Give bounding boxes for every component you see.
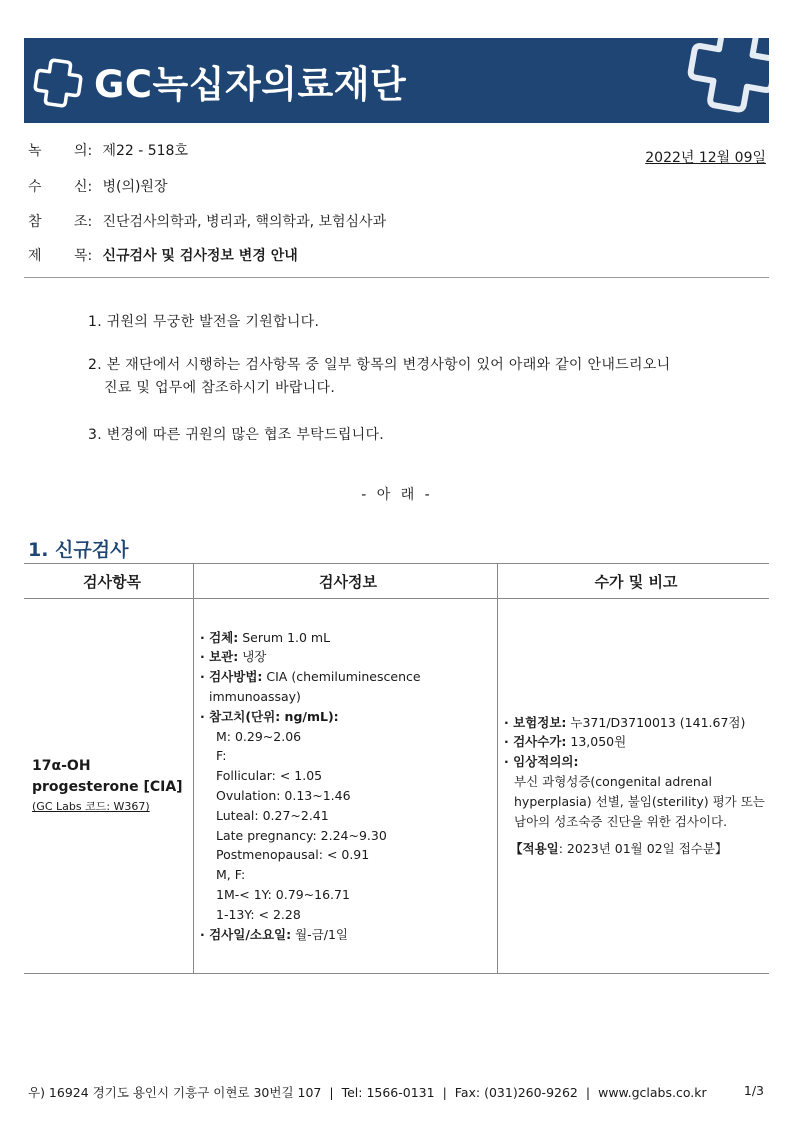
footer-separator: | [329, 1085, 334, 1100]
footer-fax: Fax: (031)260-9262 [454, 1085, 578, 1100]
test-code: (GC Labs 코드: W367) [32, 800, 150, 813]
test-item-cell [24, 599, 194, 974]
method-value-line-2: immunoassay) [209, 689, 301, 705]
storage-label: · 보관: [200, 649, 239, 665]
schedule-value: 월-금/1일 [295, 926, 349, 942]
reference-range-line: 1M-< 1Y: 0.79~16.71 [216, 886, 350, 902]
footer-website-link[interactable]: www.gclabs.co.kr [598, 1085, 707, 1100]
doc-number-label-b: 의: [74, 143, 93, 159]
recipient-row [28, 176, 167, 196]
test-info-table [24, 563, 769, 974]
doc-number-row [28, 140, 188, 160]
paragraph-2-line-1: 2. 본 재단에서 시행하는 검사항목 중 일부 항목의 변경사항이 있어 아래와 같이 안내드리오니 [88, 357, 671, 373]
header-test-info: 검사정보 [194, 564, 498, 599]
reference-row [28, 211, 386, 231]
footer-separator: | [585, 1085, 591, 1100]
org-logo-text: GC녹십자의료재단 [94, 63, 407, 106]
clinical-label: · 임상적의의: [504, 754, 579, 770]
reference-range-line: Follicular: < 1.05 [216, 768, 323, 784]
recipient-label-b: 신: [74, 179, 93, 195]
subject-label-b: 목: [74, 248, 93, 264]
reference-range-line: M, F: [216, 867, 246, 883]
reference-range-line: M: 0.29~2.06 [216, 728, 302, 744]
footer-address: 우) 16924 경기도 용인시 기흥구 이현로 30번길 107 [28, 1085, 322, 1100]
fee-remarks-cell [498, 599, 770, 974]
reference: 진단검사의학과, 병리과, 핵의학과, 보험심사과 [102, 214, 387, 230]
fee-label: · 검사수가: [504, 734, 567, 750]
header-banner [24, 38, 769, 123]
reference-range-label: · 참고치(단위: ng/mL): [200, 708, 339, 724]
doc-number: 제22 - 518호 [102, 143, 188, 159]
method-label: · 검사방법: [200, 669, 263, 685]
gc-cross-logo-icon [32, 57, 84, 109]
fee-value: 13,050원 [570, 734, 627, 750]
recipient: 병(의)원장 [102, 179, 168, 195]
doc-number-label-a: 녹 [28, 143, 42, 159]
specimen-label: · 검체: [200, 629, 239, 645]
clinical-line: 부신 과형성증(congenital adrenal [514, 774, 712, 789]
table-header-row [24, 564, 769, 599]
below-marker: - 아 래 - [361, 487, 433, 503]
section-title: 1. 신규검사 [28, 539, 129, 561]
decorative-cross-icon [682, 38, 769, 123]
paragraph-3: 3. 변경에 따른 귀원의 많은 협조 부탁드립니다. [88, 427, 385, 443]
doc-date: 2022년 12월 09일 [645, 150, 766, 166]
footer [28, 1083, 707, 1101]
storage-value: 냉장 [242, 649, 267, 665]
table-row [24, 599, 769, 974]
reference-range-line: Luteal: 0.27~2.41 [216, 807, 329, 823]
insurance-label: · 보험정보: [504, 714, 567, 730]
test-name-line-1: 17α-OH [32, 758, 91, 774]
header-divider [24, 277, 769, 278]
reference-range-line: Late pregnancy: 2.24~9.30 [216, 827, 387, 843]
apply-date-value: : 2023년 01월 02일 접수분】 [558, 841, 728, 857]
recipient-label-a: 수 [28, 179, 42, 195]
header-fee-remarks: 수가 및 비고 [498, 564, 770, 599]
reference-label-a: 참 [28, 214, 42, 230]
paragraph-1: 1. 귀원의 무궁한 발전을 기원합니다. [88, 314, 320, 330]
clinical-line: hyperplasia) 선별, 불임(sterility) 평가 또는 [514, 793, 765, 809]
test-name-line-2: progesterone [CIA] [32, 779, 183, 795]
subject-label-a: 제 [28, 248, 42, 264]
test-info-cell [194, 599, 498, 974]
reference-range-line: F: [216, 748, 227, 764]
specimen-value: Serum 1.0 mL [242, 629, 331, 645]
header-test-item: 검사항목 [24, 564, 194, 599]
page-number: 1/3 [743, 1083, 764, 1098]
reference-range-line: 1-13Y: < 2.28 [216, 906, 301, 922]
reference-range-line: Postmenopausal: < 0.91 [216, 847, 370, 863]
apply-date-label: 【적용일 [510, 841, 559, 857]
insurance-value: 누371/D3710013 (141.67점) [570, 714, 746, 730]
method-value-line-1: CIA (chemiluminescence [266, 669, 421, 685]
paragraph-2-line-2: 진료 및 업무에 참조하시기 바랍니다. [104, 380, 336, 396]
footer-separator: | [442, 1085, 447, 1100]
reference-label-b: 조: [74, 214, 93, 230]
subject-row [28, 245, 298, 265]
subject: 신규검사 및 검사정보 변경 안내 [102, 248, 298, 264]
schedule-label: · 검사일/소요일: [200, 926, 292, 942]
footer-tel: Tel: 1566-0131 [341, 1085, 435, 1100]
clinical-line: 남아의 성조숙증 진단을 위한 검사이다. [514, 813, 728, 829]
reference-range-line: Ovulation: 0.13~1.46 [216, 788, 351, 803]
